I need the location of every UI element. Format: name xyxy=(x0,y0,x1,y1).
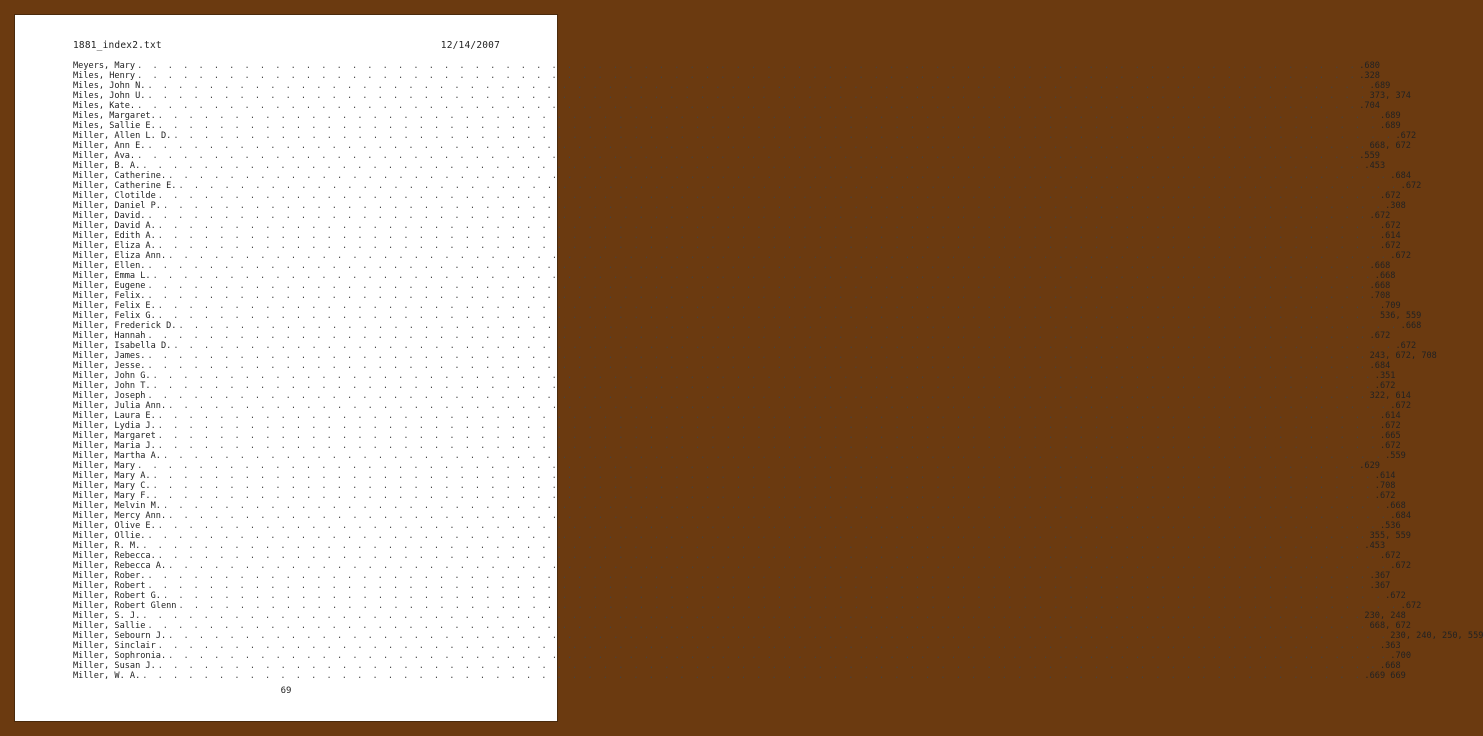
entry-pages: .672 xyxy=(1390,251,1411,261)
dot-leader: . . . . . . . . . . . . . . . . . . . . . . . . . . . . . . . . . . . . . . . . . . . . . . . . . . . . . . . . . . . . . . . . . . . . . . . . . . . . . . . . xyxy=(137,71,1358,81)
dot-leader: . . . . . . . . . . . . . . . . . . . . . . . . . . . . . . . . . . . . . . . . . . . . . . . . . . . . . . . . . . . . . . . . . . . . . . . . . . . . . . . . xyxy=(147,141,1368,151)
entry-name: Miller, Eliza Ann. xyxy=(73,251,167,261)
dot-leader: . . . . . . . . . . . . . . . . . . . . . . . . . . . . . . . . . . . . . . . . . . . . . . . . . . . . . . . . . . . . . . . . . . . . . . . . . . . . . . . . xyxy=(178,321,1399,331)
index-entry xyxy=(73,321,1422,331)
dot-leader: . . . . . . . . . . . . . . . . . . . . . . . . . . . . . . . . . . . . . . . . . . . . . . . . . . . . . . . . . . . . . . . . . . . . . . . . . . . . . . . . xyxy=(168,171,1389,181)
index-entry xyxy=(73,161,1386,171)
entry-pages: .689 xyxy=(1369,81,1391,91)
entry-pages: .669 669 xyxy=(1364,671,1406,681)
entry-name: Miller, Felix G. xyxy=(73,311,156,321)
entry-pages: .668 xyxy=(1369,281,1391,291)
index-entry xyxy=(73,61,1380,71)
index-entry xyxy=(73,541,1386,551)
entry-name: Miller, Ellen. xyxy=(73,261,146,271)
dot-leader: . . . . . . . . . . . . . . . . . . . . . . . . . . . . . . . . . . . . . . . . . . . . . . . . . . . . . . . . . . . . . . . . . . . . . . . . . . . . . . . . xyxy=(142,671,1363,681)
entry-pages: .668 xyxy=(1379,661,1401,671)
index-entry xyxy=(73,121,1401,131)
entry-name: Miles, John N. xyxy=(73,81,146,91)
index-entry xyxy=(73,531,1411,541)
index-entry xyxy=(73,101,1380,111)
dot-leader: . . . . . . . . . . . . . . . . . . . . . . . . . . . . . . . . . . . . . . . . . . . . . . . . . . . . . . . . . . . . . . . . . . . . . . . . . . . . . . . . xyxy=(168,561,1389,571)
page-number: 69 xyxy=(280,686,292,696)
index-entry xyxy=(73,81,1391,91)
entry-pages: 230, 248 xyxy=(1364,611,1406,621)
dot-leader: . . . . . . . . . . . . . . . . . . . . . . . . . . . . . . . . . . . . . . . . . . . . . . . . . . . . . . . . . . . . . . . . . . . . . . . . . . . . . . . . xyxy=(157,301,1378,311)
dot-leader: . . . . . . . . . . . . . . . . . . . . . . . . . . . . . . . . . . . . . . . . . . . . . . . . . . . . . . . . . . . . . . . . . . . . . . . . . . . . . . . . xyxy=(157,111,1378,121)
entry-name: Miller, B. A. xyxy=(73,161,141,171)
dot-leader: . . . . . . . . . . . . . . . . . . . . . . . . . . . . . . . . . . . . . . . . . . . . . . . . . . . . . . . . . . . . . . . . . . . . . . . . . . . . . . . . xyxy=(152,471,1373,481)
entry-name: Miller, Sinclair xyxy=(73,641,156,651)
index-entry xyxy=(73,591,1406,601)
entry-pages: .684 xyxy=(1369,361,1391,371)
entry-name: Miller, Eliza A. xyxy=(73,241,156,251)
entry-pages: .668 xyxy=(1400,321,1422,331)
index-entry xyxy=(73,451,1406,461)
entry-name: Miller, David. xyxy=(73,211,146,221)
dot-leader: . . . . . . . . . . . . . . . . . . . . . . . . . . . . . . . . . . . . . . . . . . . . . . . . . . . . . . . . . . . . . . . . . . . . . . . . . . . . . . . . xyxy=(157,241,1378,251)
index-entry xyxy=(73,501,1406,511)
dot-leader: . . . . . . . . . . . . . . . . . . . . . . . . . . . . . . . . . . . . . . . . . . . . . . . . . . . . . . . . . . . . . . . . . . . . . . . . . . . . . . . . xyxy=(173,341,1394,351)
index-entry xyxy=(73,421,1401,431)
index-entry xyxy=(73,661,1401,671)
dot-leader: . . . . . . . . . . . . . . . . . . . . . . . . . . . . . . . . . . . . . . . . . . . . . . . . . . . . . . . . . . . . . . . . . . . . . . . . . . . . . . . . xyxy=(157,421,1378,431)
dot-leader: . . . . . . . . . . . . . . . . . . . . . . . . . . . . . . . . . . . . . . . . . . . . . . . . . . . . . . . . . . . . . . . . . . . . . . . . . . . . . . . . xyxy=(137,461,1358,471)
entry-name: Miller, Ollie. xyxy=(73,531,146,541)
entry-pages: .708 xyxy=(1369,291,1391,301)
entry-pages: .672 xyxy=(1374,491,1396,501)
index-entry xyxy=(73,621,1411,631)
index-entry xyxy=(73,391,1411,401)
index-entry xyxy=(73,291,1391,301)
entry-name: Miles, Kate. xyxy=(73,101,136,111)
entry-pages: .668 xyxy=(1385,501,1406,511)
entry-pages: .672 xyxy=(1390,401,1411,411)
index-entry xyxy=(73,631,1483,641)
entry-pages: .672 xyxy=(1400,181,1422,191)
entry-pages: 322, 614 xyxy=(1369,391,1411,401)
entry-name: Miller, Sebourn J. xyxy=(73,631,167,641)
entry-name: Miller, Eugene xyxy=(73,281,146,291)
entry-pages: .672 xyxy=(1374,381,1396,391)
entry-pages: .308 xyxy=(1385,201,1406,211)
entry-name: Miller, W. A. xyxy=(73,671,141,681)
entry-pages: .559 xyxy=(1385,451,1406,461)
entry-name: Miller, R. M. xyxy=(73,541,141,551)
entry-name: Miller, James. xyxy=(73,351,146,361)
entry-name: Miller, Ann E. xyxy=(73,141,146,151)
index-entry xyxy=(73,571,1391,581)
index-entry xyxy=(73,311,1422,321)
dot-leader: . . . . . . . . . . . . . . . . . . . . . . . . . . . . . . . . . . . . . . . . . . . . . . . . . . . . . . . . . . . . . . . . . . . . . . . . . . . . . . . . xyxy=(147,621,1368,631)
entry-pages: .708 xyxy=(1374,481,1396,491)
entry-name: Miller, Laura E. xyxy=(73,411,156,421)
index-entry xyxy=(73,91,1411,101)
entry-pages: .367 xyxy=(1369,581,1391,591)
dot-leader: . . . . . . . . . . . . . . . . . . . . . . . . . . . . . . . . . . . . . . . . . . . . . . . . . . . . . . . . . . . . . . . . . . . . . . . . . . . . . . . . xyxy=(147,81,1368,91)
entry-name: Miller, Hannah xyxy=(73,331,146,341)
index-entry xyxy=(73,111,1401,121)
index-entry xyxy=(73,601,1422,611)
entry-pages: .672 xyxy=(1390,561,1411,571)
entry-pages: .689 xyxy=(1379,121,1401,131)
entry-name: Miller, Robert xyxy=(73,581,146,591)
index-entry xyxy=(73,211,1391,221)
entry-pages: 668, 672 xyxy=(1369,141,1411,151)
entry-name: Miller, Joseph xyxy=(73,391,146,401)
entry-pages: .672 xyxy=(1379,221,1401,231)
dot-leader: . . . . . . . . . . . . . . . . . . . . . . . . . . . . . . . . . . . . . . . . . . . . . . . . . . . . . . . . . . . . . . . . . . . . . . . . . . . . . . . . xyxy=(157,121,1378,131)
index-entry xyxy=(73,271,1396,281)
index-entry xyxy=(73,441,1401,451)
index-entry xyxy=(73,611,1406,621)
dot-leader: . . . . . . . . . . . . . . . . . . . . . . . . . . . . . . . . . . . . . . . . . . . . . . . . . . . . . . . . . . . . . . . . . . . . . . . . . . . . . . . . xyxy=(162,451,1384,461)
entry-name: Miller, John G. xyxy=(73,371,151,381)
dot-leader: . . . . . . . . . . . . . . . . . . . . . . . . . . . . . . . . . . . . . . . . . . . . . . . . . . . . . . . . . . . . . . . . . . . . . . . . . . . . . . . . xyxy=(152,381,1373,391)
entry-pages: .351 xyxy=(1374,371,1396,381)
entry-pages: .672 xyxy=(1379,191,1401,201)
entry-pages: .672 xyxy=(1395,341,1417,351)
entry-pages: .672 xyxy=(1379,421,1401,431)
entry-pages: .672 xyxy=(1379,241,1401,251)
index-entry xyxy=(73,491,1396,501)
dot-leader: . . . . . . . . . . . . . . . . . . . . . . . . . . . . . . . . . . . . . . . . . . . . . . . . . . . . . . . . . . . . . . . . . . . . . . . . . . . . . . . . xyxy=(152,491,1373,501)
dot-leader: . . . . . . . . . . . . . . . . . . . . . . . . . . . . . . . . . . . . . . . . . . . . . . . . . . . . . . . . . . . . . . . . . . . . . . . . . . . . . . . . xyxy=(147,531,1368,541)
entry-pages: 536, 559 xyxy=(1379,311,1422,321)
entry-pages: .363 xyxy=(1379,641,1401,651)
dot-leader: . . . . . . . . . . . . . . . . . . . . . . . . . . . . . . . . . . . . . . . . . . . . . . . . . . . . . . . . . . . . . . . . . . . . . . . . . . . . . . . . xyxy=(157,441,1378,451)
index-entry xyxy=(73,431,1401,441)
dot-leader: . . . . . . . . . . . . . . . . . . . . . . . . . . . . . . . . . . . . . . . . . . . . . . . . . . . . . . . . . . . . . . . . . . . . . . . . . . . . . . . . xyxy=(147,391,1368,401)
entry-pages: .689 xyxy=(1379,111,1401,121)
index-entry xyxy=(73,641,1401,651)
index-entry xyxy=(73,141,1411,151)
dot-leader: . . . . . . . . . . . . . . . . . . . . . . . . . . . . . . . . . . . . . . . . . . . . . . . . . . . . . . . . . . . . . . . . . . . . . . . . . . . . . . . . xyxy=(147,581,1368,591)
dot-leader: . . . . . . . . . . . . . . . . . . . . . . . . . . . . . . . . . . . . . . . . . . . . . . . . . . . . . . . . . . . . . . . . . . . . . . . . . . . . . . . . xyxy=(152,271,1373,281)
entry-name: Miller, Robert Glenn xyxy=(73,601,177,611)
index-entry xyxy=(73,231,1401,241)
entry-name: Miller, Edith A. xyxy=(73,231,156,241)
entry-name: Miles, Sallie E. xyxy=(73,121,156,131)
dot-leader: . . . . . . . . . . . . . . . . . . . . . . . . . . . . . . . . . . . . . . . . . . . . . . . . . . . . . . . . . . . . . . . . . . . . . . . . . . . . . . . . xyxy=(162,591,1384,601)
dot-leader: . . . . . . . . . . . . . . . . . . . . . . . . . . . . . . . . . . . . . . . . . . . . . . . . . . . . . . . . . . . . . . . . . . . . . . . . . . . . . . . . xyxy=(168,651,1389,661)
index-entry xyxy=(73,561,1411,571)
dot-leader: . . . . . . . . . . . . . . . . . . . . . . . . . . . . . . . . . . . . . . . . . . . . . . . . . . . . . . . . . . . . . . . . . . . . . . . . . . . . . . . . xyxy=(147,261,1368,271)
dot-leader: . . . . . . . . . . . . . . . . . . . . . . . . . . . . . . . . . . . . . . . . . . . . . . . . . . . . . . . . . . . . . . . . . . . . . . . . . . . . . . . . xyxy=(147,571,1368,581)
entry-name: Miller, Lydia J. xyxy=(73,421,156,431)
entry-name: Miller, Catherine. xyxy=(73,171,167,181)
entry-pages: .672 xyxy=(1369,331,1391,341)
index-entry xyxy=(73,521,1401,531)
entry-name: Miller, Felix. xyxy=(73,291,146,301)
entry-pages: .709 xyxy=(1379,301,1401,311)
entry-pages: .704 xyxy=(1359,101,1380,111)
index-entry xyxy=(73,221,1401,231)
index-entry xyxy=(73,481,1396,491)
entry-name: Miller, Susan J. xyxy=(73,661,156,671)
entry-name: Miller, Mary xyxy=(73,461,136,471)
dot-leader: . . . . . . . . . . . . . . . . . . . . . . . . . . . . . . . . . . . . . . . . . . . . . . . . . . . . . . . . . . . . . . . . . . . . . . . . . . . . . . . . xyxy=(178,181,1399,191)
dot-leader: . . . . . . . . . . . . . . . . . . . . . . . . . . . . . . . . . . . . . . . . . . . . . . . . . . . . . . . . . . . . . . . . . . . . . . . . . . . . . . . . xyxy=(162,201,1384,211)
entry-pages: .559 xyxy=(1359,151,1380,161)
entry-name: Miles, Margaret. xyxy=(73,111,156,121)
entry-pages: .614 xyxy=(1379,231,1401,241)
index-entry xyxy=(73,131,1417,141)
index-entry xyxy=(73,201,1406,211)
entry-name: Miller, Martha A. xyxy=(73,451,161,461)
dot-leader: . . . . . . . . . . . . . . . . . . . . . . . . . . . . . . . . . . . . . . . . . . . . . . . . . . . . . . . . . . . . . . . . . . . . . . . . . . . . . . . . xyxy=(137,101,1358,111)
entry-name: Miller, S. J. xyxy=(73,611,141,621)
entry-name: Miller, John T. xyxy=(73,381,151,391)
index-list xyxy=(73,61,1483,681)
entry-name: Miller, Sophronia. xyxy=(73,651,167,661)
entry-name: Miles, Henry xyxy=(73,71,136,81)
dot-leader: . . . . . . . . . . . . . . . . . . . . . . . . . . . . . . . . . . . . . . . . . . . . . . . . . . . . . . . . . . . . . . . . . . . . . . . . . . . . . . . . xyxy=(157,431,1378,441)
dot-leader: . . . . . . . . . . . . . . . . . . . . . . . . . . . . . . . . . . . . . . . . . . . . . . . . . . . . . . . . . . . . . . . . . . . . . . . . . . . . . . . . xyxy=(157,411,1378,421)
entry-name: Miller, Frederick D. xyxy=(73,321,177,331)
entry-pages: .629 xyxy=(1359,461,1380,471)
entry-pages: .453 xyxy=(1364,161,1386,171)
dot-leader: . . . . . . . . . . . . . . . . . . . . . . . . . . . . . . . . . . . . . . . . . . . . . . . . . . . . . . . . . . . . . . . . . . . . . . . . . . . . . . . . xyxy=(147,291,1368,301)
dot-leader: . . . . . . . . . . . . . . . . . . . . . . . . . . . . . . . . . . . . . . . . . . . . . . . . . . . . . . . . . . . . . . . . . . . . . . . . . . . . . . . . xyxy=(157,231,1378,241)
index-entry xyxy=(73,71,1380,81)
entry-pages: 355, 559 xyxy=(1369,531,1411,541)
index-entry xyxy=(73,341,1417,351)
entry-name: Miller, Robert G. xyxy=(73,591,161,601)
index-entry xyxy=(73,241,1401,251)
index-entry xyxy=(73,471,1396,481)
dot-leader: . . . . . . . . . . . . . . . . . . . . . . . . . . . . . . . . . . . . . . . . . . . . . . . . . . . . . . . . . . . . . . . . . . . . . . . . . . . . . . . . xyxy=(142,161,1363,171)
entry-pages: 243, 672, 708 xyxy=(1369,351,1437,361)
dot-leader: . . . . . . . . . . . . . . . . . . . . . . . . . . . . . . . . . . . . . . . . . . . . . . . . . . . . . . . . . . . . . . . . . . . . . . . . . . . . . . . . xyxy=(137,151,1358,161)
entry-pages: 668, 672 xyxy=(1369,621,1411,631)
dot-leader: . . . . . . . . . . . . . . . . . . . . . . . . . . . . . . . . . . . . . . . . . . . . . . . . . . . . . . . . . . . . . . . . . . . . . . . . . . . . . . . . xyxy=(152,481,1373,491)
index-entry xyxy=(73,581,1391,591)
entry-name: Miller, Mary A. xyxy=(73,471,151,481)
index-entry xyxy=(73,351,1437,361)
document-page xyxy=(14,14,1483,722)
dot-leader: . . . . . . . . . . . . . . . . . . . . . . . . . . . . . . . . . . . . . . . . . . . . . . . . . . . . . . . . . . . . . . . . . . . . . . . . . . . . . . . . xyxy=(152,371,1373,381)
index-entry xyxy=(73,331,1391,341)
entry-pages: .700 xyxy=(1390,651,1411,661)
dot-leader: . . . . . . . . . . . . . . . . . . . . . . . . . . . . . . . . . . . . . . . . . . . . . . . . . . . . . . . . . . . . . . . . . . . . . . . . . . . . . . . . xyxy=(157,521,1378,531)
index-entry xyxy=(73,511,1411,521)
entry-name: Miller, Melvin M. xyxy=(73,501,161,511)
entry-pages: .672 xyxy=(1395,131,1417,141)
entry-name: Miller, Mary F. xyxy=(73,491,151,501)
entry-pages: 373, 374 xyxy=(1369,91,1411,101)
index-entry xyxy=(73,671,1406,681)
entry-pages: 230, 240, 250, 559 xyxy=(1390,631,1483,641)
dot-leader: . . . . . . . . . . . . . . . . . . . . . . . . . . . . . . . . . . . . . . . . . . . . . . . . . . . . . . . . . . . . . . . . . . . . . . . . . . . . . . . . xyxy=(147,211,1368,221)
entry-pages: .668 xyxy=(1374,271,1396,281)
dot-leader: . . . . . . . . . . . . . . . . . . . . . . . . . . . . . . . . . . . . . . . . . . . . . . . . . . . . . . . . . . . . . . . . . . . . . . . . . . . . . . . . xyxy=(168,631,1389,641)
index-entry xyxy=(73,191,1401,201)
entry-name: Miller, Rebecca. xyxy=(73,551,156,561)
entry-pages: .672 xyxy=(1379,551,1401,561)
dot-leader: . . . . . . . . . . . . . . . . . . . . . . . . . . . . . . . . . . . . . . . . . . . . . . . . . . . . . . . . . . . . . . . . . . . . . . . . . . . . . . . . xyxy=(142,611,1363,621)
header-date: 12/14/2007 xyxy=(440,40,500,51)
dot-leader: . . . . . . . . . . . . . . . . . . . . . . . . . . . . . . . . . . . . . . . . . . . . . . . . . . . . . . . . . . . . . . . . . . . . . . . . . . . . . . . . xyxy=(147,361,1368,371)
index-entry xyxy=(73,401,1411,411)
dot-leader: . . . . . . . . . . . . . . . . . . . . . . . . . . . . . . . . . . . . . . . . . . . . . . . . . . . . . . . . . . . . . . . . . . . . . . . . . . . . . . . . xyxy=(137,61,1358,71)
dot-leader: . . . . . . . . . . . . . . . . . . . . . . . . . . . . . . . . . . . . . . . . . . . . . . . . . . . . . . . . . . . . . . . . . . . . . . . . . . . . . . . . xyxy=(157,551,1378,561)
dot-leader: . . . . . . . . . . . . . . . . . . . . . . . . . . . . . . . . . . . . . . . . . . . . . . . . . . . . . . . . . . . . . . . . . . . . . . . . . . . . . . . . xyxy=(168,401,1389,411)
entry-pages: .672 xyxy=(1385,591,1406,601)
entry-pages: .684 xyxy=(1390,511,1411,521)
index-entry xyxy=(73,651,1411,661)
index-entry xyxy=(73,381,1396,391)
entry-name: Miller, David A. xyxy=(73,221,156,231)
entry-pages: .668 xyxy=(1369,261,1391,271)
entry-pages: .672 xyxy=(1400,601,1422,611)
entry-pages: .684 xyxy=(1390,171,1411,181)
entry-name: Miller, Mercy Ann. xyxy=(73,511,167,521)
entry-name: Miller, Emma L. xyxy=(73,271,151,281)
dot-leader: . . . . . . . . . . . . . . . . . . . . . . . . . . . . . . . . . . . . . . . . . . . . . . . . . . . . . . . . . . . . . . . . . . . . . . . . . . . . . . . . xyxy=(147,351,1368,361)
entry-pages: .614 xyxy=(1374,471,1396,481)
entry-pages: .680 xyxy=(1359,61,1380,71)
dot-leader: . . . . . . . . . . . . . . . . . . . . . . . . . . . . . . . . . . . . . . . . . . . . . . . . . . . . . . . . . . . . . . . . . . . . . . . . . . . . . . . . xyxy=(142,541,1363,551)
index-entry xyxy=(73,151,1380,161)
index-entry xyxy=(73,461,1380,471)
entry-name: Miller, Daniel P. xyxy=(73,201,161,211)
entry-name: Miller, Maria J. xyxy=(73,441,156,451)
entry-name: Meyers, Mary xyxy=(73,61,136,71)
entry-name: Miller, Felix E. xyxy=(73,301,156,311)
entry-pages: .672 xyxy=(1369,211,1391,221)
index-entry xyxy=(73,251,1411,261)
entry-name: Miller, Allen L. D. xyxy=(73,131,172,141)
entry-name: Miles, John U. xyxy=(73,91,146,101)
dot-leader: . . . . . . . . . . . . . . . . . . . . . . . . . . . . . . . . . . . . . . . . . . . . . . . . . . . . . . . . . . . . . . . . . . . . . . . . . . . . . . . . xyxy=(147,91,1368,101)
dot-leader: . . . . . . . . . . . . . . . . . . . . . . . . . . . . . . . . . . . . . . . . . . . . . . . . . . . . . . . . . . . . . . . . . . . . . . . . . . . . . . . . xyxy=(162,501,1384,511)
entry-pages: .614 xyxy=(1379,411,1401,421)
dot-leader: . . . . . . . . . . . . . . . . . . . . . . . . . . . . . . . . . . . . . . . . . . . . . . . . . . . . . . . . . . . . . . . . . . . . . . . . . . . . . . . . xyxy=(147,281,1368,291)
entry-name: Miller, Clotilde xyxy=(73,191,156,201)
dot-leader: . . . . . . . . . . . . . . . . . . . . . . . . . . . . . . . . . . . . . . . . . . . . . . . . . . . . . . . . . . . . . . . . . . . . . . . . . . . . . . . . xyxy=(157,641,1378,651)
index-entry xyxy=(73,361,1391,371)
index-entry xyxy=(73,301,1401,311)
dot-leader: . . . . . . . . . . . . . . . . . . . . . . . . . . . . . . . . . . . . . . . . . . . . . . . . . . . . . . . . . . . . . . . . . . . . . . . . . . . . . . . . xyxy=(157,661,1378,671)
entry-pages: .367 xyxy=(1369,571,1391,581)
index-entry xyxy=(73,261,1391,271)
dot-leader: . . . . . . . . . . . . . . . . . . . . . . . . . . . . . . . . . . . . . . . . . . . . . . . . . . . . . . . . . . . . . . . . . . . . . . . . . . . . . . . . xyxy=(168,251,1389,261)
dot-leader: . . . . . . . . . . . . . . . . . . . . . . . . . . . . . . . . . . . . . . . . . . . . . . . . . . . . . . . . . . . . . . . . . . . . . . . . . . . . . . . . xyxy=(157,191,1378,201)
entry-name: Miller, Sallie xyxy=(73,621,146,631)
entry-name: Miller, Rebecca A. xyxy=(73,561,167,571)
entry-name: Miller, Isabella D. xyxy=(73,341,172,351)
index-entry xyxy=(73,181,1422,191)
entry-pages: .328 xyxy=(1359,71,1380,81)
entry-pages: .672 xyxy=(1379,441,1401,451)
entry-pages: .536 xyxy=(1379,521,1401,531)
entry-name: Miller, Jesse. xyxy=(73,361,146,371)
entry-name: Miller, Julia Ann. xyxy=(73,401,167,411)
dot-leader: . . . . . . . . . . . . . . . . . . . . . . . . . . . . . . . . . . . . . . . . . . . . . . . . . . . . . . . . . . . . . . . . . . . . . . . . . . . . . . . . xyxy=(173,131,1394,141)
index-entry xyxy=(73,411,1401,421)
entry-pages: .665 xyxy=(1379,431,1401,441)
index-entry xyxy=(73,551,1401,561)
index-entry xyxy=(73,371,1396,381)
entry-name: Miller, Ava. xyxy=(73,151,136,161)
entry-name: Miller, Olive E. xyxy=(73,521,156,531)
dot-leader: . . . . . . . . . . . . . . . . . . . . . . . . . . . . . . . . . . . . . . . . . . . . . . . . . . . . . . . . . . . . . . . . . . . . . . . . . . . . . . . . xyxy=(157,221,1378,231)
dot-leader: . . . . . . . . . . . . . . . . . . . . . . . . . . . . . . . . . . . . . . . . . . . . . . . . . . . . . . . . . . . . . . . . . . . . . . . . . . . . . . . . xyxy=(178,601,1399,611)
dot-leader: . . . . . . . . . . . . . . . . . . . . . . . . . . . . . . . . . . . . . . . . . . . . . . . . . . . . . . . . . . . . . . . . . . . . . . . . . . . . . . . . xyxy=(157,311,1378,321)
entry-name: Miller, Catherine E. xyxy=(73,181,177,191)
index-entry xyxy=(73,281,1391,291)
entry-name: Miller, Rober. xyxy=(73,571,146,581)
dot-leader: . . . . . . . . . . . . . . . . . . . . . . . . . . . . . . . . . . . . . . . . . . . . . . . . . . . . . . . . . . . . . . . . . . . . . . . . . . . . . . . . xyxy=(147,331,1368,341)
dot-leader: . . . . . . . . . . . . . . . . . . . . . . . . . . . . . . . . . . . . . . . . . . . . . . . . . . . . . . . . . . . . . . . . . . . . . . . . . . . . . . . . xyxy=(168,511,1389,521)
entry-name: Miller, Margaret xyxy=(73,431,156,441)
header-filename: 1881_index2.txt xyxy=(73,40,162,51)
entry-name: Miller, Mary C. xyxy=(73,481,151,491)
index-entry xyxy=(73,171,1411,181)
entry-pages: .453 xyxy=(1364,541,1386,551)
